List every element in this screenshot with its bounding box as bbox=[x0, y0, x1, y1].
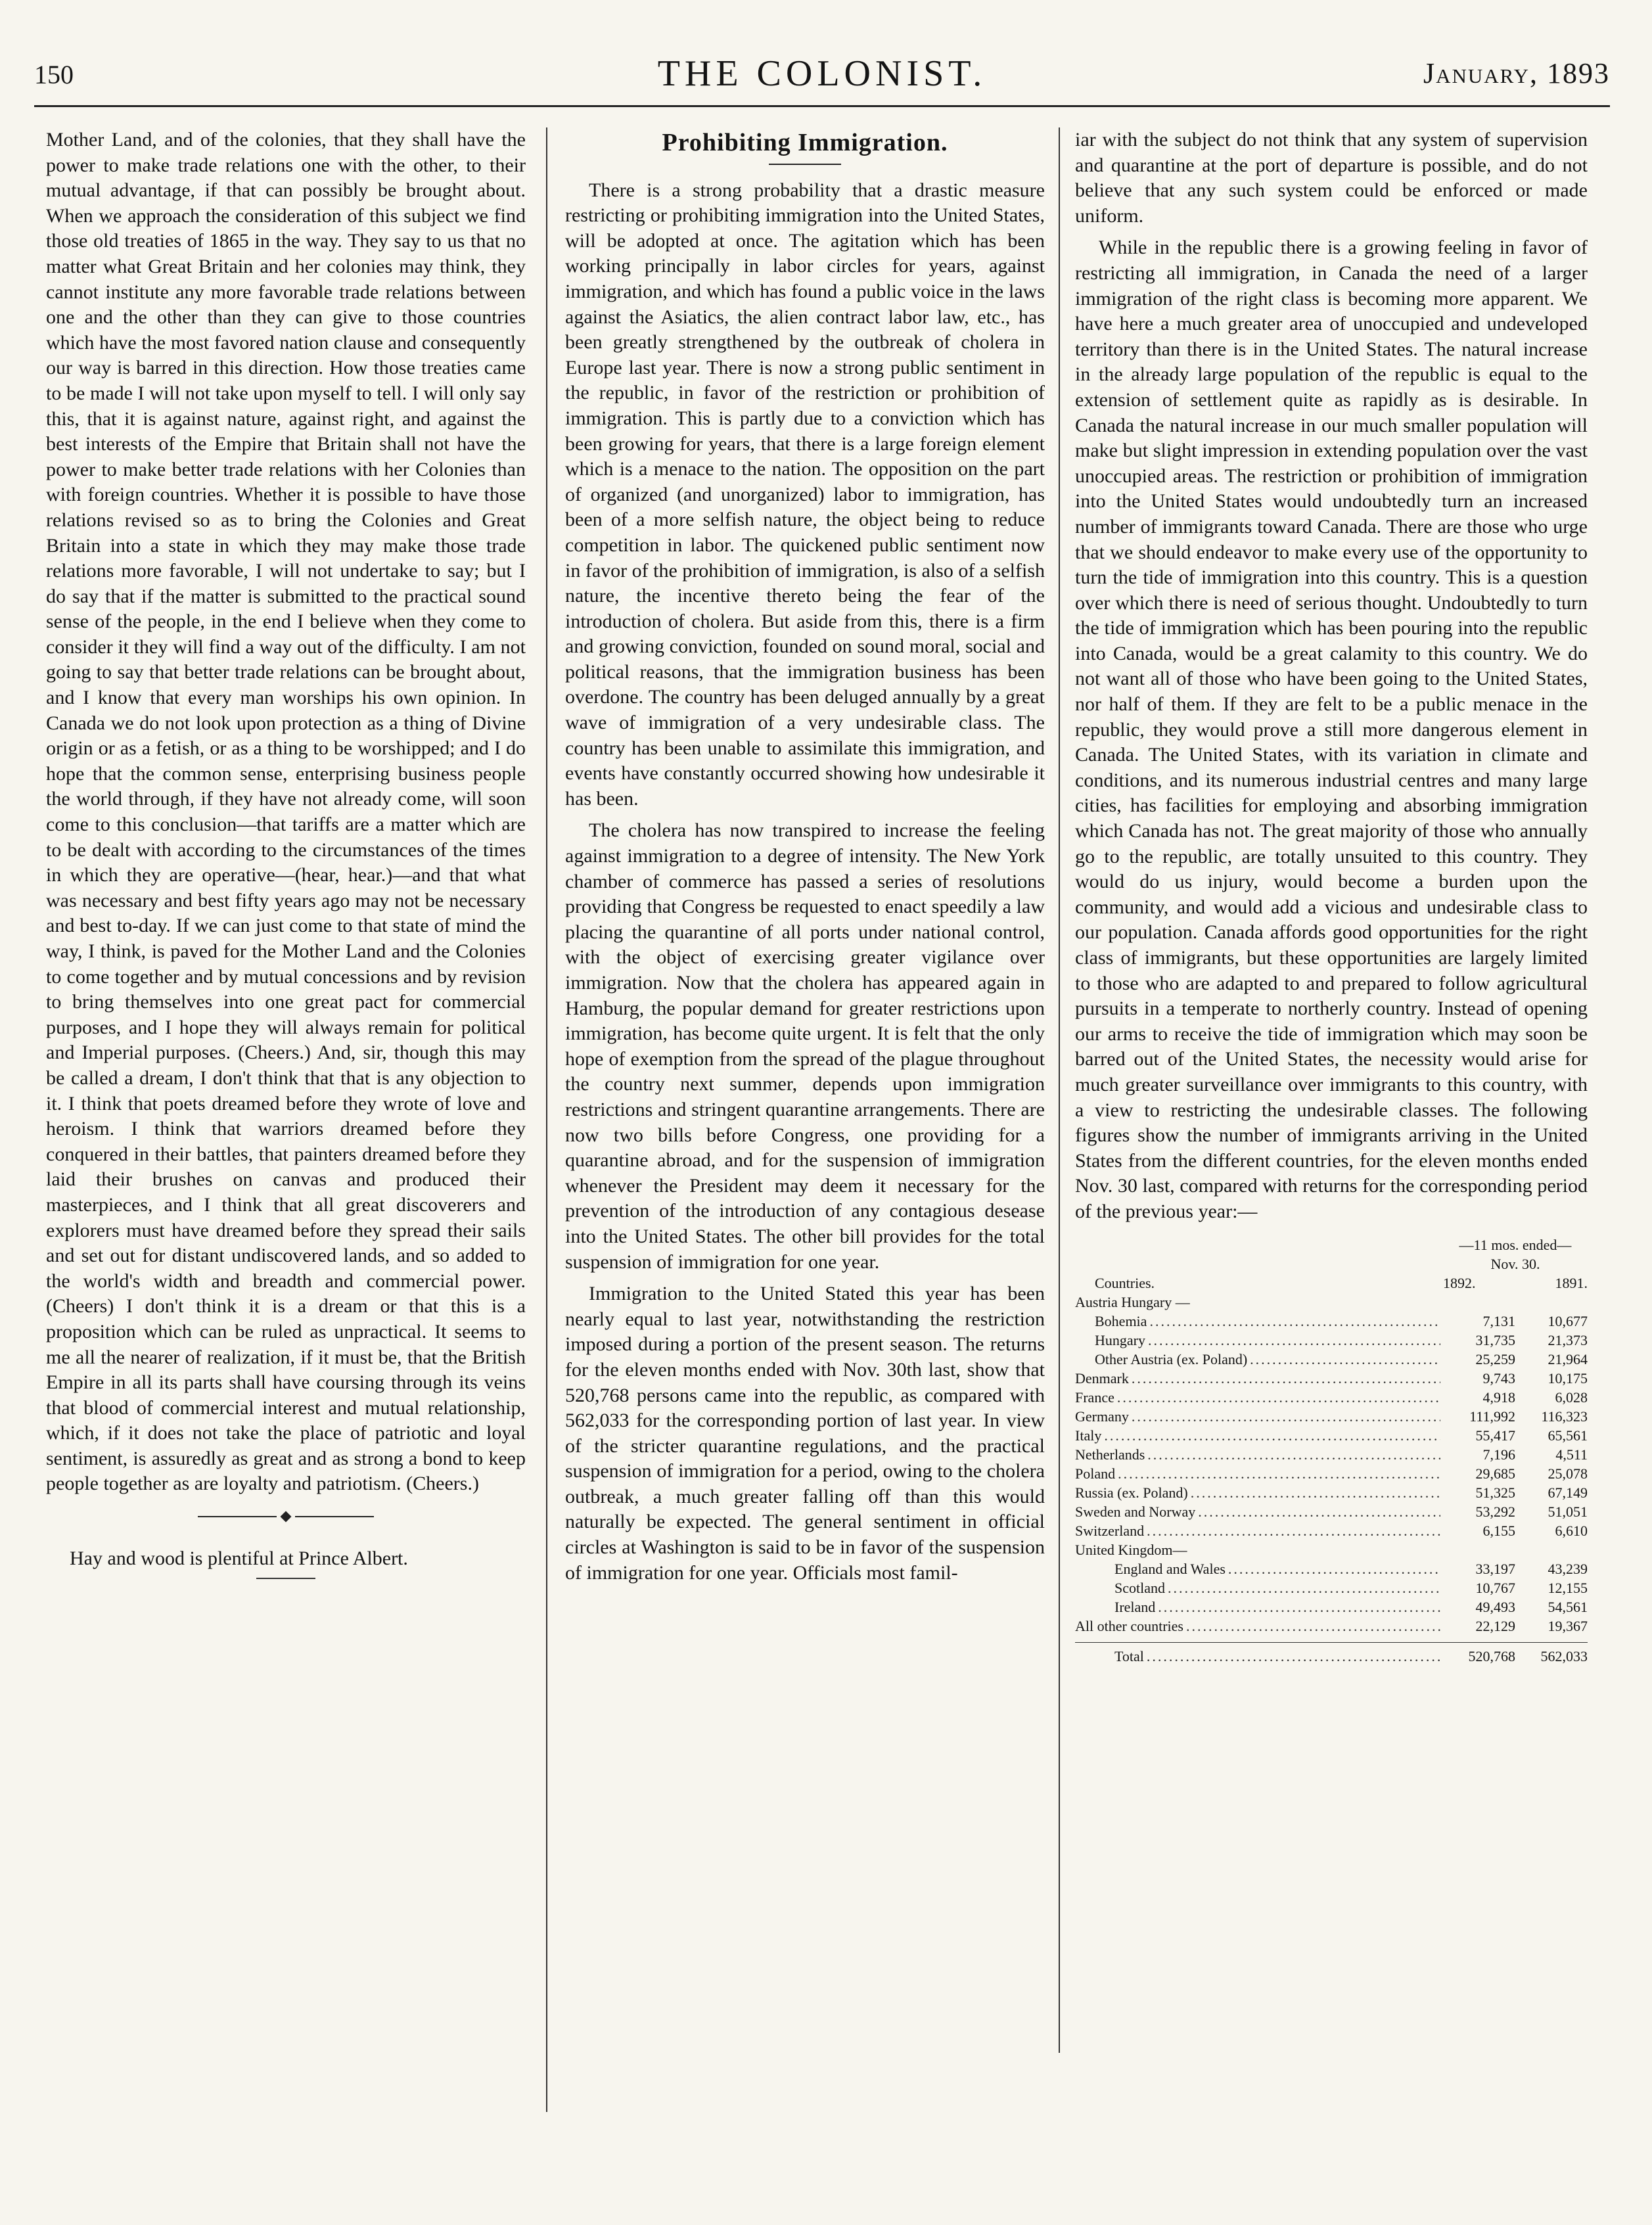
table-value-1892: 49,493 bbox=[1475, 1598, 1515, 1615]
immigration-table bbox=[1075, 1235, 1588, 1666]
table-leader-dots bbox=[1198, 1502, 1440, 1521]
table-row bbox=[1075, 1540, 1588, 1559]
table-leader-dots bbox=[1148, 1331, 1440, 1350]
table-row bbox=[1075, 1369, 1588, 1388]
section-end-ornament bbox=[46, 1503, 526, 1529]
table-value-1892: 6,155 bbox=[1482, 1522, 1515, 1539]
table-country-name: Austria Hungary — bbox=[1075, 1293, 1190, 1310]
table-row bbox=[1075, 1597, 1588, 1617]
table-value-1891: 12,155 bbox=[1548, 1579, 1588, 1596]
table-row bbox=[1075, 1388, 1588, 1407]
news-brief: Hay and wood is plentiful at Prince Albert. bbox=[70, 1547, 408, 1569]
table-value-1891: 67,149 bbox=[1548, 1484, 1588, 1501]
article-paragraph: While in the republic there is a growing feeling in favor of restricting all immigration, in Canada the need of a larger immigration of the right class is becoming more apparent. We have here a much greater area of unoccupied and undeveloped territory than there is in the United States. The natural increase in the already large population of the republic is equal to the extension of settlement quite as rapidly as is desirable. In Canada the natural increase in our much smaller population will make but slight impression in extending population over the vast unoccupied areas. The restriction or prohibition of immigration into the United States would undoubtedly turn an increased number of immigrants toward Canada. There are those who urge that we should endeavor to make every use of the opportunity to turn the tide of immigration into this country. This is a question over which there is need of serious thought. Undoubtedly to turn the tide of immigration which has been pouring into the republic into Canada, would be a great calamity to this country. We do not want all of those who have been going to the United States, nor half of them. If they are felt to be a public menace in the republic, they would prove a still more dangerous element in Canada. The United States, with its variation in climate and conditions, and its numerous industrial centres and many large cities, has facilities for employing and absorbing immigration which Canada has not. The great majority of those who annually go to the republic, are totally unsuited to this country. They would do us injury, would become a burden upon the community, and would add a vicious and undesirable class to our population. Canada affords good opportunities for the right class of immigrants, but these opportunities are largely limited to those who are adapted to and prepared to follow agricultural pursuits in a temperate to northerly country. Instead of opening our arms to receive the tide of immigration which may soon be barred out of the United States, the necessity would arise for much greater surveillance over immigrants to this country, with a view to restricting the undesirable classes. The following figures show the number of immigrants arriving in the United States from the different countries, for the eleven months ended Nov. 30 last, compared with returns for the corresponding period of the previous year:— bbox=[1075, 237, 1588, 1222]
table-year-1891: 1891. bbox=[1555, 1274, 1588, 1291]
table-value-1891: 19,367 bbox=[1548, 1617, 1588, 1634]
article-paragraph: iar with the subject do not think that any system of supervision and quarantine at the port of departure is possible, and do not believe that any such system could be enforced or made uniform. bbox=[1075, 129, 1588, 227]
table-value-1891: 10,175 bbox=[1548, 1369, 1588, 1387]
table-value-1891: 116,323 bbox=[1541, 1408, 1588, 1425]
table-leader-dots bbox=[1118, 1464, 1440, 1483]
table-country-name: Hungary bbox=[1095, 1331, 1145, 1348]
table-value-1892: 10,767 bbox=[1475, 1579, 1515, 1596]
table-row bbox=[1075, 1578, 1588, 1597]
table-country-name: France bbox=[1075, 1388, 1114, 1406]
table-value-1892: 25,259 bbox=[1475, 1350, 1515, 1367]
table-leader-dots bbox=[1250, 1350, 1440, 1369]
table-value-1892: 31,735 bbox=[1475, 1331, 1515, 1348]
speech-paragraph: Mother Land, and of the colonies, that they shall have the power to make trade relations one with the other, to their mutual advantage, if that can possibly be brought about. When we approach the consideration of this subject we find those old treaties of 1865 in the way. They say to us that no matter what Great Britain and her colonies may think, they cannot institute any more favorable trade relations between one and the other than they can give to those countries which have the most favored nation clause and consequently our way is barred in this direction. How those treaties came to be made I will not take upon myself to tell. I will only say this, that it is against nature, against right, and against the best interests of the Empire that Britain shall not have the power to make better trade relations with her Colonies than with foreign countries. Whether it is possible to have those relations revised so as to bring the Colonies and Great Britain into a state in which they may make those trade relations more favorable, I will not undertake to say; but I do say that if the matter is submitted to the practical sound sense of the people, in the end I believe when they come to consider it they will find a way out of the difficulty. I am not going to say that better trade relations can be brought about, and I know that every man worships his own opinion. In Canada we do not look upon protection as a thing of Divine origin or as a fetish, or as a thing to be worshipped; and I do hope that the common sense, enterprising business people the world through, if they have not already come, will soon come to this conclusion—that tariffs are a matter which are to be dealt with according to the circumstances of the times in which they are operative—(hear, hear.)—and that what was necessary and best fifty years ago may not be necessary and best to-day. If we can just come to that state of mind the way, I think, is paved for the Mother Land and the Colonies to come together and by mutual concessions and by revision to bring themselves into one great pact for commercial purposes, and I hope they will always remain for political and Imperial purposes. (Cheers.) And, sir, though this may be called a dream, I don't think that that is any objection to it. I think that poets dreamed before they wrote of love and heroism. I think that warriors dreamed before they conquered in their battles, that painters dreamed before they laid their brushes on canvas and produced their masterpieces, and I think that all great discoverers and explorers must have dreamed before they spread their sails and set out for distant undiscovered lands, and so added to the world's width and breadth and commercial power. (Cheers) I don't think it is a dream or that this is a proposition which can be ruled as unpractical. It seems to me all the nearer of realization, if it must be, that the British Empire in all its parts shall have coursing through its veins that blood of commercial interest and mutual relationship, which, if it does not take the place of patriotic and loyal sentiment, is assuredly as great and as strong a bond to keep people together as are loyalty and patriotism. (Cheers.) bbox=[46, 129, 526, 1495]
table-leader-dots bbox=[1132, 1369, 1440, 1388]
table-leader-dots bbox=[1186, 1617, 1440, 1636]
table-country-name: All other countries bbox=[1075, 1617, 1183, 1634]
table-value-1891: 21,964 bbox=[1548, 1350, 1588, 1367]
table-row bbox=[1075, 1559, 1588, 1578]
table-total-row bbox=[1075, 1642, 1588, 1666]
table-total-label: Total bbox=[1114, 1647, 1144, 1664]
table-row bbox=[1075, 1426, 1588, 1445]
table-value-1891: 25,078 bbox=[1548, 1465, 1588, 1482]
table-leader-dots bbox=[1191, 1483, 1440, 1502]
issue-date: January, 1893 bbox=[1423, 57, 1610, 89]
table-row bbox=[1075, 1464, 1588, 1483]
table-country-name: Sweden and Norway bbox=[1075, 1503, 1196, 1520]
article-title: Prohibiting Immigration. bbox=[662, 129, 948, 156]
table-country-name: Poland bbox=[1075, 1465, 1116, 1482]
table-leader-dots bbox=[1147, 1647, 1440, 1666]
table-row bbox=[1075, 1521, 1588, 1540]
table-country-name: Denmark bbox=[1075, 1369, 1129, 1387]
table-leader-dots bbox=[1117, 1388, 1440, 1407]
table-value-1891: 65,561 bbox=[1548, 1427, 1588, 1444]
table-value-1891: 43,239 bbox=[1548, 1560, 1588, 1577]
table-row bbox=[1075, 1331, 1588, 1350]
table-total-1892: 520,768 bbox=[1468, 1647, 1515, 1664]
table-column-headers bbox=[1075, 1273, 1588, 1293]
table-value-1891: 21,373 bbox=[1548, 1331, 1588, 1348]
table-country-name: Russia (ex. Poland) bbox=[1075, 1484, 1188, 1501]
table-countries-header: Countries. bbox=[1095, 1274, 1155, 1291]
table-row bbox=[1075, 1350, 1588, 1369]
page-header bbox=[34, 41, 1610, 100]
table-country-name: Netherlands bbox=[1075, 1446, 1145, 1463]
table-row bbox=[1075, 1407, 1588, 1426]
table-value-1892: 22,129 bbox=[1475, 1617, 1515, 1634]
table-value-1891: 10,677 bbox=[1548, 1312, 1588, 1329]
table-value-1891: 6,028 bbox=[1555, 1388, 1588, 1406]
table-country-name: Germany bbox=[1075, 1408, 1129, 1425]
table-value-1891: 54,561 bbox=[1548, 1598, 1588, 1615]
table-total-1891: 562,033 bbox=[1540, 1647, 1588, 1664]
table-country-name: United Kingdom— bbox=[1075, 1541, 1187, 1558]
table-country-name: Switzerland bbox=[1075, 1522, 1145, 1539]
title-rule bbox=[769, 164, 841, 165]
table-value-1892: 4,918 bbox=[1482, 1388, 1515, 1406]
article-paragraph: Immigration to the United Stated this year has been nearly equal to last year, notwithstanding the restriction imposed during a portion of the present season. The returns for the eleven months ended with Nov. 30th last, show that 520,768 persons came into the republic, as compared with 562,033 for the corresponding portion of last year. In view of the stricter quarantine regulations, and the practical suspension of immigration for a period, owing to the cholera outbreak, a much greater falling off than this would naturally be expected. The general sentiment in official circles at Washington is said to be in favor of the suspension of immigration for one year. Officials most famil- bbox=[565, 1283, 1045, 1584]
table-leader-dots bbox=[1168, 1578, 1440, 1597]
table-row bbox=[1075, 1502, 1588, 1521]
table-row bbox=[1075, 1617, 1588, 1636]
masthead: THE COLONIST. bbox=[657, 53, 987, 94]
table-year-1892: 1892. bbox=[1443, 1274, 1476, 1291]
table-leader-dots bbox=[1149, 1312, 1440, 1331]
table-leader-dots bbox=[1147, 1521, 1440, 1540]
table-period-month: Nov. 30. bbox=[1490, 1255, 1540, 1272]
table-value-1891: 6,610 bbox=[1555, 1522, 1588, 1539]
table-leader-dots bbox=[1104, 1426, 1440, 1445]
article-paragraph: There is a strong probability that a drastic measure restricting or prohibiting immigration into the United States, will be adopted at once. The agitation which has been working principally in labor circles for years, against immigration, and which has found a public voice in the laws against the Asiatics, the alien contract labor law, etc., has been greatly strengthened by the outbreak of cholera in Europe last year. There is now a strong public sentiment in the republic, in favor of the restriction or prohibition of immigration. This is partly due to a conviction which has been growing for years, that there is a large foreign element which is a menace to the nation. The opposition on the part of organized (and unorganized) labor to immigration, has been of a more selfish nature, the object being to reduce competition in labor. The quickened public sentiment now in favor of the prohibition of immigration, is also of a selfish nature, the incentive thereto being the fear of the introduction of cholera. But aside from this, there is a firm and growing conviction, founded on sound moral, social and political reasons, that the immigration business has been overdone. The country has been deluged annually by a great wave of immigration of a very undesirable class. The country has been unable to assimilate this immigration, and events have constantly occurred showing how undesirable it has been. bbox=[565, 179, 1045, 810]
table-row bbox=[1075, 1312, 1588, 1331]
left-column bbox=[46, 127, 526, 1579]
table-leader-dots bbox=[1158, 1597, 1440, 1617]
table-value-1892: 7,131 bbox=[1482, 1312, 1515, 1329]
column-divider-left bbox=[546, 127, 547, 2112]
table-value-1892: 33,197 bbox=[1475, 1560, 1515, 1577]
table-value-1892: 51,325 bbox=[1475, 1484, 1515, 1501]
table-body bbox=[1075, 1293, 1588, 1636]
page-number: 150 bbox=[34, 60, 74, 89]
table-country-name: England and Wales bbox=[1114, 1560, 1226, 1577]
table-value-1892: 55,417 bbox=[1475, 1427, 1515, 1444]
table-country-name: Ireland bbox=[1114, 1598, 1156, 1615]
header-rule bbox=[34, 105, 1610, 107]
middle-column bbox=[565, 127, 1045, 1592]
table-country-name: Scotland bbox=[1114, 1579, 1165, 1596]
table-country-name: Italy bbox=[1075, 1427, 1102, 1444]
table-value-1891: 51,051 bbox=[1548, 1503, 1588, 1520]
table-value-1892: 111,992 bbox=[1469, 1408, 1515, 1425]
table-value-1891: 4,511 bbox=[1555, 1446, 1588, 1463]
table-leader-dots bbox=[1228, 1559, 1440, 1578]
right-column bbox=[1075, 127, 1588, 1666]
table-row bbox=[1075, 1445, 1588, 1464]
table-period-header bbox=[1075, 1235, 1588, 1273]
table-leader-dots bbox=[1147, 1445, 1440, 1464]
table-value-1892: 7,196 bbox=[1482, 1446, 1515, 1463]
table-row bbox=[1075, 1483, 1588, 1502]
column-divider-right bbox=[1059, 127, 1060, 2053]
table-country-name: Other Austria (ex. Poland) bbox=[1095, 1350, 1248, 1367]
table-row bbox=[1075, 1293, 1588, 1312]
table-value-1892: 29,685 bbox=[1475, 1465, 1515, 1482]
table-value-1892: 53,292 bbox=[1475, 1503, 1515, 1520]
table-period-label: —11 mos. ended— bbox=[1459, 1236, 1572, 1253]
table-leader-dots bbox=[1132, 1407, 1440, 1426]
article-paragraph: The cholera has now transpired to increase the feeling against immigration to a degree of intensity. The New York chamber of commerce has passed a series of resolutions providing that Congress be requested to enact speedily a law placing the quarantine of all ports under national control, with the object of exercising greater vigilance over immigration. Now that the cholera has appeared again in Hamburg, the popular demand for greater restrictions upon immigration, has become quite urgent. It is felt that the only hope of exemption from the spread of the plague throughout the country next summer, depends upon immigration restrictions and stringent quarantine arrangements. There are now two bills before Congress, one providing for a quarantine abroad, and for the suspension of immigration whenever the President may deem it necessary for the prevention of the introduction of any contagious desease into the United States. The other bill provides for the total suspension of immigration for one year. bbox=[565, 819, 1045, 1273]
brief-end-rule bbox=[256, 1578, 315, 1579]
table-value-1892: 9,743 bbox=[1482, 1369, 1515, 1387]
table-country-name: Bohemia bbox=[1095, 1312, 1147, 1329]
